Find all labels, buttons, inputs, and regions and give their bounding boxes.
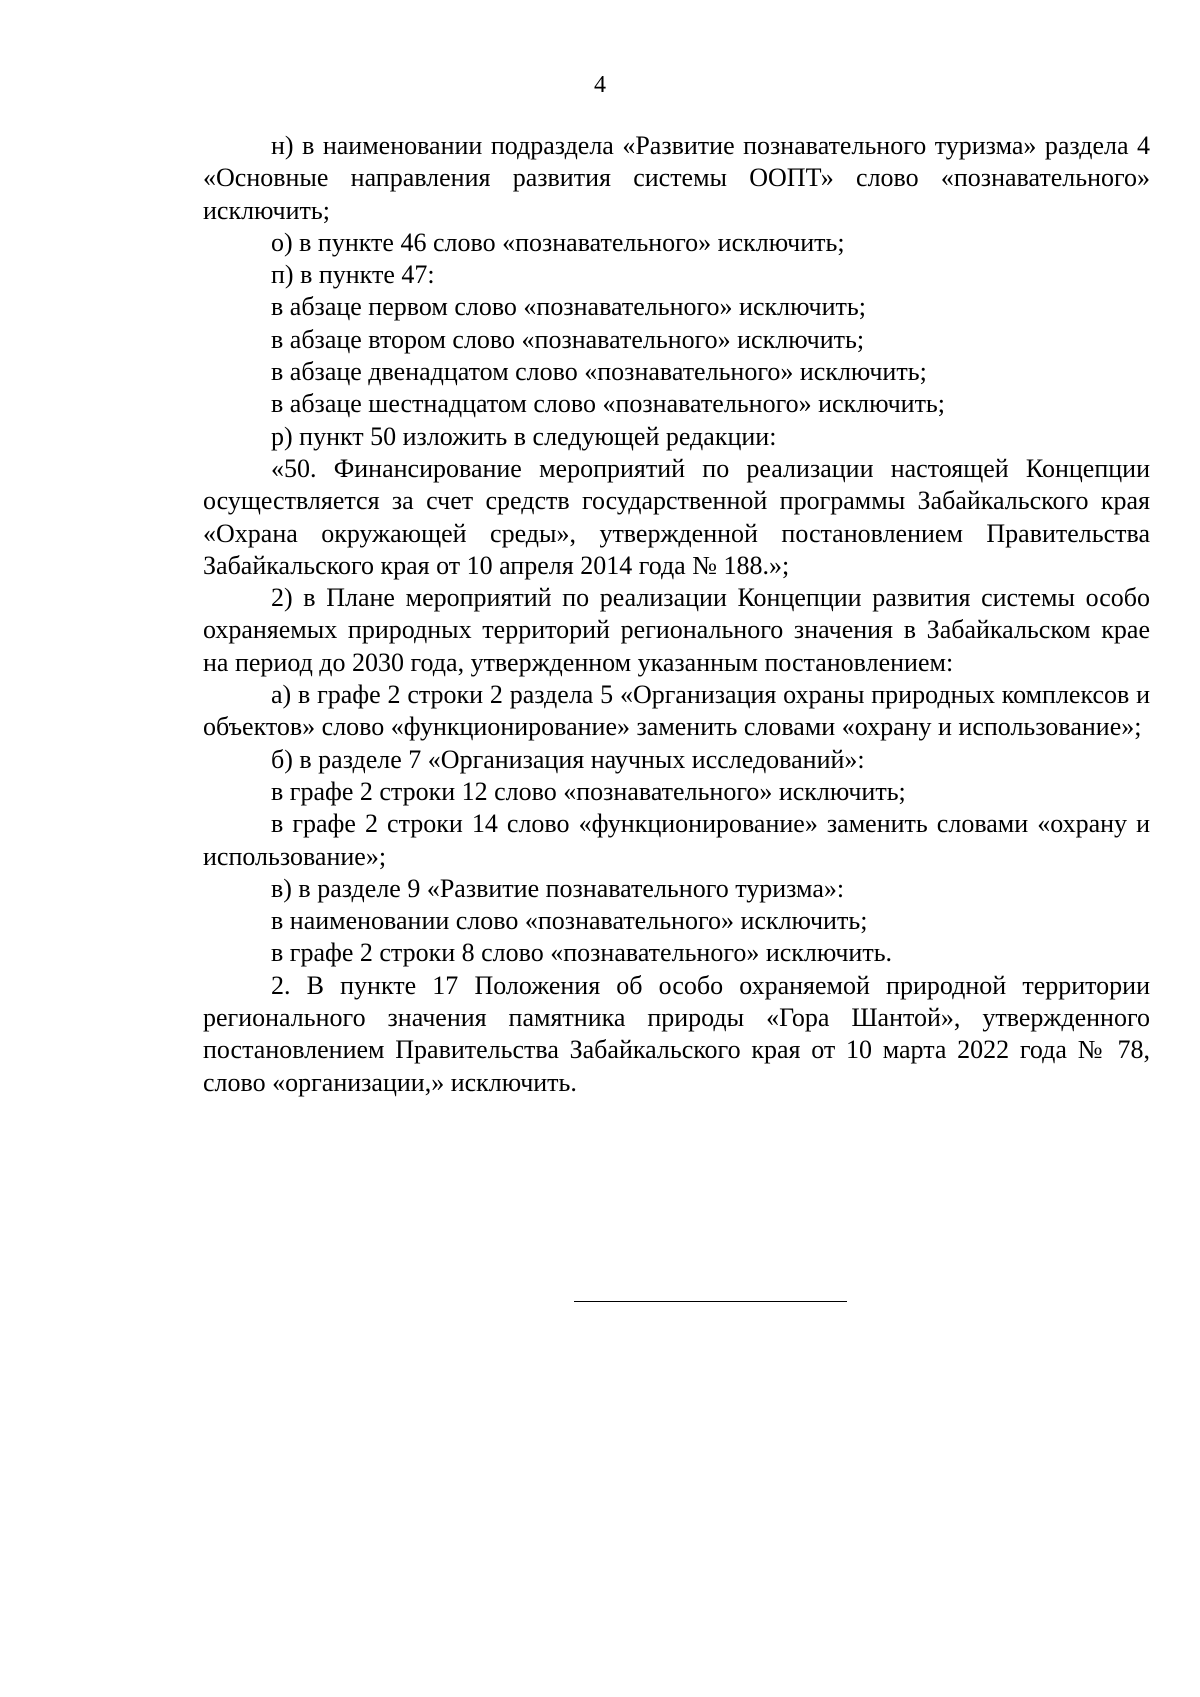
paragraph-2-b-item-2: в графе 2 строки 14 слово «функционирование» заменить словами «охрану и использование»; bbox=[203, 809, 1150, 871]
paragraph-p-item-4: в абзаце шестнадцатом слово «познавательного» исключить; bbox=[271, 389, 946, 419]
paragraph-2: 2) в Плане мероприятий по реализации Концепции развития системы особо охраняемых природных территорий регионального значения в Забайкальском крае на период до 2030 года, утвержденном указанным постановлением: bbox=[203, 583, 1150, 677]
paragraph-p: п) в пункте 47: bbox=[271, 260, 435, 290]
paragraph-o: о) в пункте 46 слово «познавательного» исключить; bbox=[271, 227, 845, 257]
separator-line bbox=[574, 1301, 847, 1302]
paragraph-2-v-item-1: в наименовании слово «познавательного» исключить; bbox=[271, 906, 868, 936]
paragraph-p-item-2: в абзаце втором слово «познавательного» исключить; bbox=[271, 324, 865, 354]
paragraph-n: н) в наименовании подраздела «Развитие познавательного туризма» раздела 4 «Основные направления развития системы ООПТ» слово «познавательного» исключить; bbox=[203, 131, 1150, 225]
paragraph-p-item-1: в абзаце первом слово «познавательного» исключить; bbox=[271, 292, 866, 322]
page-number: 4 bbox=[594, 72, 606, 98]
paragraph-point-50: «50. Финансирование мероприятий по реализации настоящей Концепции осуществляется за счет средств государственной программы Забайкальского края «Охрана окружающей среды», утвержденной постановлением Правительства Забайкальского края от 10 апреля 2014 года № 188.»; bbox=[203, 453, 1150, 580]
paragraph-2-a: а) в графе 2 строки 2 раздела 5 «Организация охраны природных комплексов и объектов» слово «функционирование» заменить словами «охрану и использование»; bbox=[203, 680, 1150, 742]
paragraph-section-2: 2. В пункте 17 Положения об особо охраняемой природной территории регионального значения памятника природы «Гора Шантой», утвержденного постановлением Правительства Забайкальского края от 10 марта 2022 года № 78, слово «организации,» исключить. bbox=[203, 970, 1150, 1097]
paragraph-2-b: б) в разделе 7 «Организация научных исследований»: bbox=[271, 744, 865, 774]
paragraph-r: р) пункт 50 изложить в следующей редакции: bbox=[271, 421, 777, 451]
document-body bbox=[203, 130, 1150, 1099]
paragraph-p-item-3: в абзаце двенадцатом слово «познавательного» исключить; bbox=[271, 357, 927, 387]
paragraph-2-b-item-1: в графе 2 строки 12 слово «познавательного» исключить; bbox=[271, 776, 906, 806]
paragraph-2-v-item-2: в графе 2 строки 8 слово «познавательного» исключить. bbox=[271, 938, 893, 968]
paragraph-2-v: в) в разделе 9 «Развитие познавательного туризма»: bbox=[271, 873, 845, 903]
